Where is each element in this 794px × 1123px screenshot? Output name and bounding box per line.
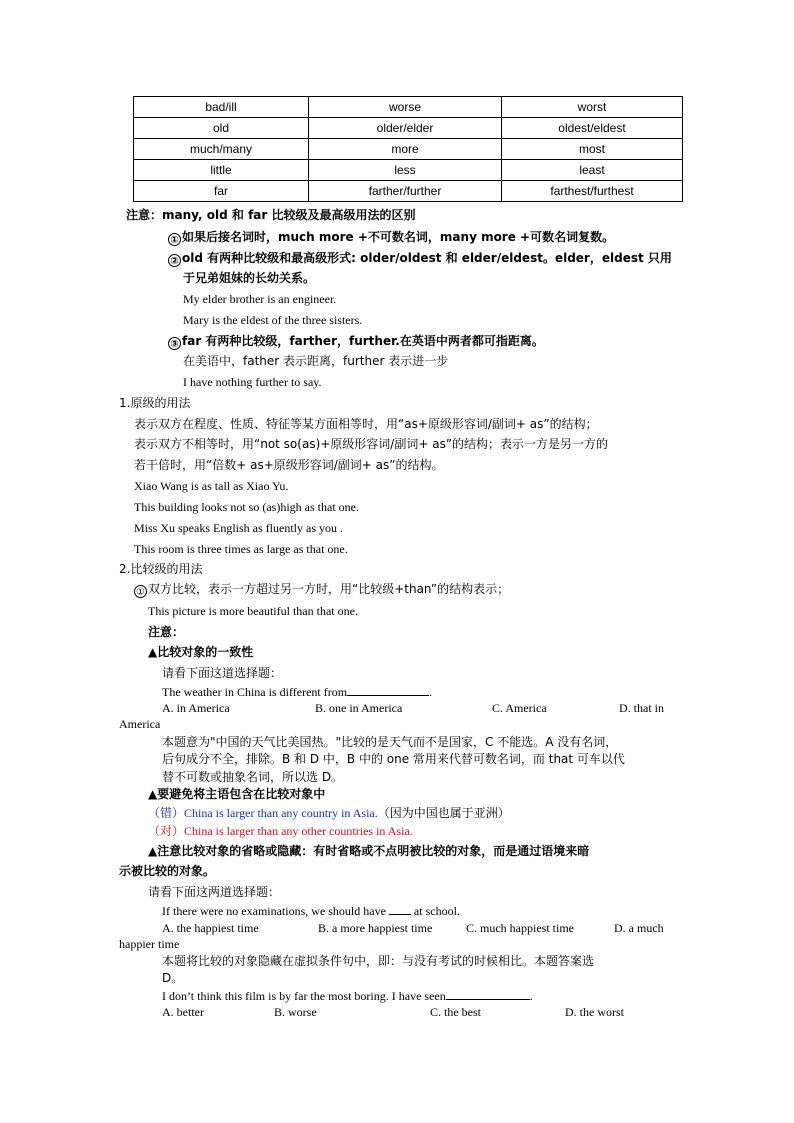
note-example: 在美语中，father 表示距离，further 表示进一步 bbox=[183, 354, 449, 368]
example-sentence: Miss Xu speaks English as fluently as you . bbox=[134, 521, 343, 535]
superlative-cell: oldest/eldest bbox=[502, 118, 683, 139]
note-label: 注意： bbox=[148, 625, 185, 639]
table-row bbox=[134, 139, 683, 160]
example-sentence: Xiao Wang is as tall as Xiao Yu. bbox=[134, 479, 289, 493]
question-stem: The weather in China is different from . bbox=[162, 685, 433, 699]
example-sentence: This picture is more beautiful than that one. bbox=[148, 604, 358, 618]
note-point-2-cont: 于兄弟姐妹的长幼关系。 bbox=[183, 271, 316, 285]
base-form-cell: little bbox=[134, 160, 309, 181]
body-text: 若干倍时，用“倍数+ as+原级形容词/副词+ as”的结构。 bbox=[134, 458, 444, 472]
example-sentence: This room is three times as large as that one. bbox=[134, 542, 348, 556]
body-text: ① 双方比较，表示一方超过另一方时，用“比较级+than”的结构表示； bbox=[134, 581, 509, 598]
note-point-1: ① 如果后接名词时，much more +不可数名词，many more +可数名词复数。 bbox=[168, 229, 614, 246]
base-form-cell: bad/ill bbox=[134, 97, 309, 118]
option-d: D. the worst bbox=[565, 1005, 624, 1019]
superlative-cell: least bbox=[502, 160, 683, 181]
example-sentence: This building looks not so (as)high as that one. bbox=[134, 500, 359, 514]
answer-blank bbox=[347, 684, 429, 696]
option-a: A. in America bbox=[162, 701, 230, 715]
table-row bbox=[134, 118, 683, 139]
superlative-cell: most bbox=[502, 139, 683, 160]
option-b: B. one in America bbox=[315, 701, 403, 715]
base-form-cell: far bbox=[134, 181, 309, 202]
explanation: 本题将比较的对象隐藏在虚拟条件句中，即：与没有考试的时候相比。本题答案选 bbox=[162, 954, 595, 968]
option-b: B. worse bbox=[274, 1005, 317, 1019]
comparative-cell: more bbox=[309, 139, 502, 160]
topic-heading-cont: 示被比较的对象。 bbox=[119, 864, 216, 878]
option-a: A. the happiest time bbox=[162, 921, 259, 935]
body-text: 表示双方不相等时，用“not so(as)+原级形容词/副词+ as”的结构；表示一方是另一方的 bbox=[134, 437, 609, 451]
right-example: （对）China is larger than any other countries in Asia. bbox=[148, 824, 413, 838]
note-point-2: ② old 有两种比较级和最高级形式: older/oldest 和 elder/eldest。elder，eldest 只用 bbox=[168, 250, 672, 267]
option-d: D. that in bbox=[619, 701, 664, 715]
topic-heading: ▲注意比较对象的省略或隐藏：有时省略或不点明被比较的对象，而是通过语境来暗 bbox=[148, 844, 590, 858]
section-heading: 2.比较级的用法 bbox=[119, 562, 203, 576]
note-example: My elder brother is an engineer. bbox=[183, 292, 337, 306]
option-b: B. a more happiest time bbox=[318, 921, 433, 935]
option-a: A. better bbox=[162, 1005, 204, 1019]
explanation: 后句成分不全，排除。B 和 D 中，B 中的 one 常用来代替可数名词，而 that 可车以代 bbox=[162, 752, 625, 766]
option-d-cont: happier time bbox=[119, 937, 180, 951]
answer-blank bbox=[389, 903, 411, 915]
body-text: 表示双方在程度、性质、特征等某方面相等时，用“as+原级形容词/副词+ as”的结构； bbox=[134, 417, 598, 431]
question-intro: 请看下面这两道选择题： bbox=[148, 885, 281, 899]
comparative-cell: older/elder bbox=[309, 118, 502, 139]
answer-blank bbox=[446, 988, 530, 1000]
option-c: C. much happiest time bbox=[466, 921, 574, 935]
comparative-cell: farther/further bbox=[309, 181, 502, 202]
wrong-example: （错）China is larger than any country in Asia.（因为中国也属于亚洲） bbox=[148, 806, 510, 820]
note-example: I have nothing further to say. bbox=[183, 375, 322, 389]
table-row bbox=[134, 181, 683, 202]
topic-heading: ▲要避免将主语包含在比较对象中 bbox=[148, 787, 326, 801]
question-stem: If there were no examinations, we should have at school. bbox=[162, 904, 460, 918]
explanation: D。 bbox=[162, 971, 184, 985]
base-form-cell: old bbox=[134, 118, 309, 139]
base-form-cell: much/many bbox=[134, 139, 309, 160]
note-example: Mary is the eldest of the three sisters. bbox=[183, 313, 363, 327]
comparative-cell: less bbox=[309, 160, 502, 181]
superlative-cell: farthest/furthest bbox=[502, 181, 683, 202]
option-d-cont: America bbox=[119, 717, 161, 731]
question-stem: I don’t think this film is by far the most boring. I have seen . bbox=[162, 989, 533, 1003]
comparison-forms-table bbox=[133, 96, 683, 202]
section-heading: 1.原级的用法 bbox=[119, 396, 191, 410]
option-c: C. America bbox=[492, 701, 547, 715]
explanation: 替不可数或抽象名词，所以选 D。 bbox=[162, 770, 344, 784]
note-title: 注意：many, old 和 far 比较级及最高级用法的区别 bbox=[126, 208, 416, 222]
explanation: 本题意为"中国的天气比美国热。"比较的是天气而不是国家，C 不能选。A 没有名词， bbox=[162, 735, 618, 749]
option-d: D. a much bbox=[614, 921, 664, 935]
table-row bbox=[134, 97, 683, 118]
comparative-cell: worse bbox=[309, 97, 502, 118]
table-row bbox=[134, 160, 683, 181]
question-intro: 请看下面这道选择题： bbox=[162, 666, 283, 680]
superlative-cell: worst bbox=[502, 97, 683, 118]
option-c: C. the best bbox=[430, 1005, 481, 1019]
note-point-3: ③ far 有两种比较级，farther，further.在英语中两者都可指距离。 bbox=[168, 333, 544, 350]
topic-heading: ▲比较对象的一致性 bbox=[148, 645, 254, 659]
